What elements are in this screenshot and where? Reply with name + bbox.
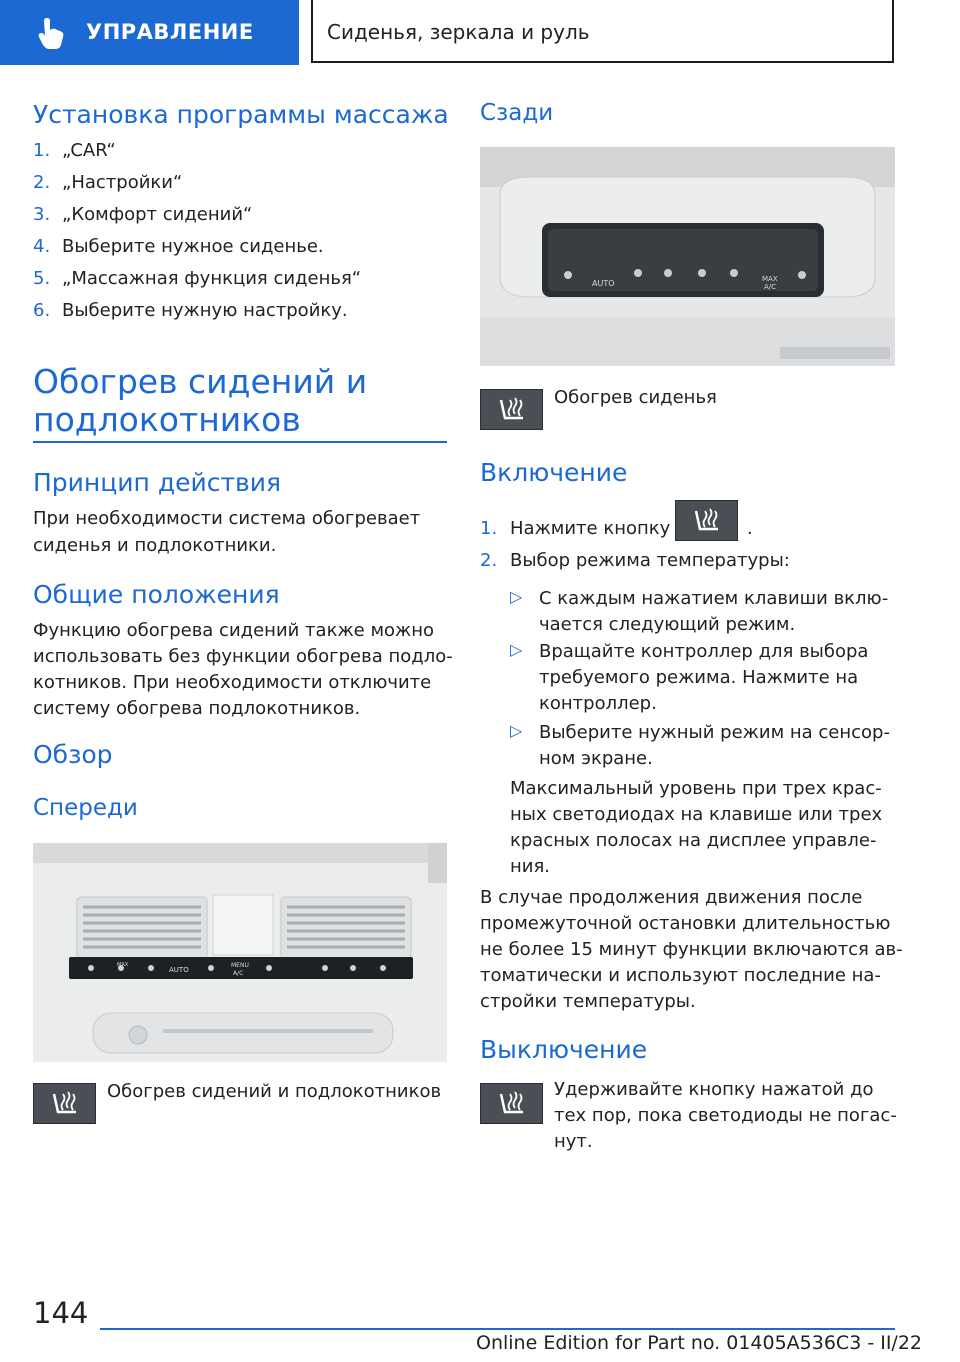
overview-title: Обзор	[33, 740, 113, 769]
general-text-1: Функцию обогрева сидений также можно	[33, 620, 435, 641]
chapter-header	[311, 0, 894, 63]
on-note-3: красных полосах на дисплее управле-	[510, 830, 877, 851]
on-step1-num: 1.	[480, 518, 498, 539]
front-max-label: MAX	[117, 962, 129, 968]
on-para-5: стройки температуры.	[480, 991, 696, 1012]
on-step2-num: 2.	[480, 550, 498, 571]
massage-step-text: „Массажная функция сиденья“	[62, 268, 362, 289]
bullet-text: контроллер.	[539, 693, 657, 714]
on-note-1: Максимальный уровень при трех крас-	[510, 778, 882, 799]
bullet-text: С каждым нажатием клавиши вклю-	[539, 588, 889, 609]
page-number: 144	[33, 1296, 89, 1330]
off-title: Выключение	[480, 1035, 648, 1064]
off-text-2: тех пор, пока светодиоды не погас-	[554, 1105, 897, 1126]
seat-heat-button-front	[33, 1083, 96, 1124]
massage-title: Установка программы массажа	[33, 100, 449, 129]
bullet-text: чается следующий режим.	[539, 614, 796, 635]
on-title: Включение	[480, 458, 628, 487]
massage-step-text: Выберите нужную настройку.	[62, 300, 348, 321]
front-console-photo	[33, 843, 447, 1062]
footer-rule	[100, 1328, 895, 1330]
general-text-2: использовать без функции обогрева подло-	[33, 646, 453, 667]
rear-console-photo	[480, 147, 895, 366]
off-text-1: Удерживайте кнопку нажатой до	[554, 1079, 874, 1100]
massage-step-text: „CAR“	[62, 140, 116, 161]
seat-heat-button-rear	[480, 389, 543, 430]
massage-step-num: 6.	[33, 300, 51, 321]
general-text-4: систему обогрева подлокотников.	[33, 698, 361, 719]
rear-max-label: MAX	[762, 275, 778, 283]
rear-title: Сзади	[480, 100, 554, 126]
general-title: Общие положения	[33, 580, 280, 609]
rear-auto-label: AUTO	[592, 279, 615, 288]
front-title: Спереди	[33, 795, 138, 821]
massage-step-text: „Настройки“	[62, 172, 183, 193]
front-auto-label: AUTO	[169, 966, 189, 974]
on-step1-end: .	[747, 518, 753, 539]
on-para-2: промежуточной остановки длительностью	[480, 913, 891, 934]
massage-step-num: 2.	[33, 172, 51, 193]
front-caption: Обогрев сидений и подлокотников	[107, 1081, 442, 1102]
seat-heating-icon	[676, 501, 737, 540]
section-tab	[0, 0, 299, 65]
on-para-1: В случае продолжения движения после	[480, 887, 863, 908]
front-ac-label: A/C	[233, 970, 244, 977]
principle-text-2: сиденья и подлокотники.	[33, 535, 277, 556]
bullet-text: ном экране.	[539, 748, 653, 769]
heating-title-line2: подлокотников	[33, 400, 301, 439]
massage-step-text: Выберите нужное сиденье.	[62, 236, 324, 257]
massage-step-text: „Комфорт сидений“	[62, 204, 253, 225]
principle-title: Принцип действия	[33, 468, 282, 497]
principle-text-1: При необходимости система обогревает	[33, 508, 421, 529]
on-para-4: томатически и используют последние на-	[480, 965, 881, 986]
rear-caption: Обогрев сиденья	[554, 387, 717, 408]
heading-rule	[33, 441, 447, 443]
on-step2-text: Выбор режима температуры:	[510, 550, 790, 571]
front-menu-label: MENU	[231, 962, 249, 969]
rear-ac-label: A/C	[764, 283, 777, 291]
seat-heating-icon	[481, 1084, 542, 1123]
on-note-2: ных светодиодах на клавише или трех	[510, 804, 883, 825]
seat-heat-button-inline	[675, 500, 738, 541]
seat-heat-button-off	[480, 1083, 543, 1124]
massage-step-num: 5.	[33, 268, 51, 289]
massage-step-num: 4.	[33, 236, 51, 257]
bullet-text: Вращайте контроллер для выбора	[539, 641, 869, 662]
massage-step-num: 3.	[33, 204, 51, 225]
bullet-arrow-icon: ▷	[510, 721, 523, 740]
heating-title-line1: Обогрев сидений и	[33, 362, 368, 401]
on-note-4: ния.	[510, 856, 551, 877]
section-title: УПРАВЛЕНИЕ	[86, 20, 254, 44]
on-step1-text: Нажмите кнопку	[510, 518, 671, 539]
seat-heating-icon	[481, 390, 542, 429]
chapter-title: Сиденья, зеркала и руль	[327, 20, 590, 44]
seat-heating-icon	[34, 1084, 95, 1123]
edition-text: Online Edition for Part no. 01405A536C3 - II/22	[476, 1332, 923, 1354]
off-text-3: нут.	[554, 1131, 593, 1152]
massage-step-num: 1.	[33, 140, 51, 161]
bullet-arrow-icon: ▷	[510, 587, 523, 606]
general-text-3: котников. При необходимости отключите	[33, 672, 432, 693]
on-para-3: не более 15 минут функции включаются ав-	[480, 939, 903, 960]
bullet-text: требуемого режима. Нажмите на	[539, 667, 859, 688]
bullet-arrow-icon: ▷	[510, 640, 523, 659]
bullet-text: Выберите нужный режим на сенсор-	[539, 722, 890, 743]
hand-pointer-icon	[38, 16, 66, 50]
